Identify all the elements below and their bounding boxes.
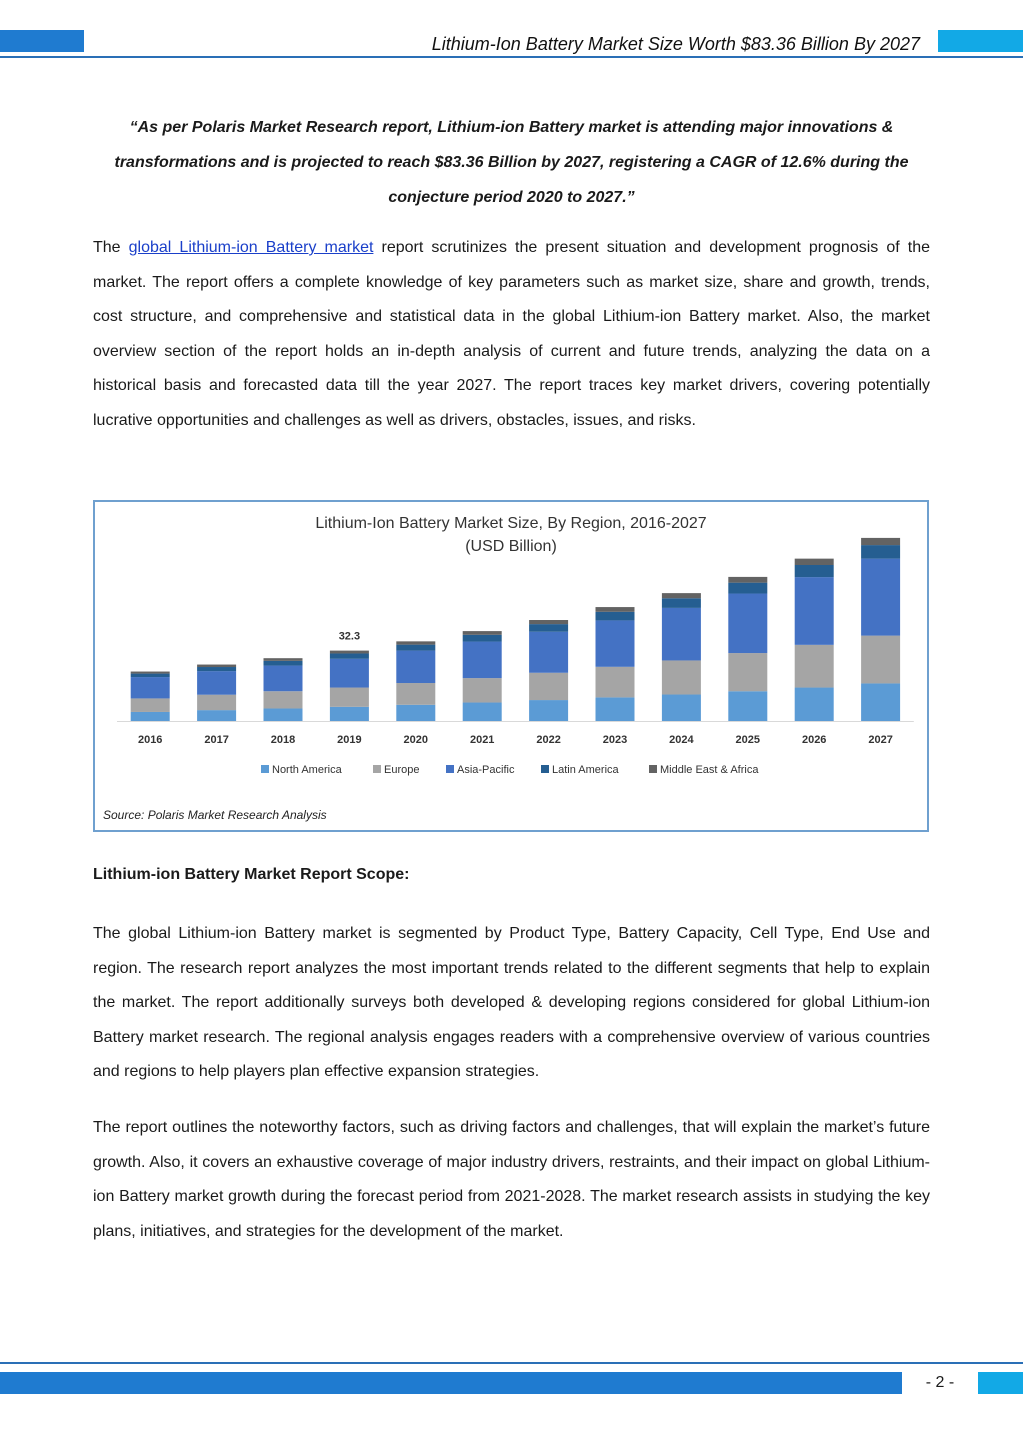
bar-segment-2016-s1 <box>131 698 170 712</box>
bar-segment-2018-s1 <box>264 691 303 708</box>
bar-segment-2022-s1 <box>529 673 568 700</box>
bar-segment-2026-s2 <box>795 577 834 645</box>
bar-segment-2017-s4 <box>197 665 236 667</box>
bar-segment-2018-s3 <box>264 661 303 666</box>
bar-segment-2019-s4 <box>330 651 369 654</box>
bar-segment-2018-s0 <box>264 708 303 721</box>
bar-segment-2017-s1 <box>197 695 236 710</box>
x-tick-label: 2021 <box>469 734 495 746</box>
bar-segment-2021-s2 <box>463 642 502 679</box>
bar-segment-2027-s0 <box>861 683 900 721</box>
bar-segment-2023-s2 <box>596 620 635 666</box>
chart-frame <box>93 500 929 832</box>
page-number: - 2 - <box>925 1374 955 1391</box>
bar-segment-2016-s3 <box>131 674 170 677</box>
x-tick-label: 2018 <box>270 734 296 746</box>
footer-bar <box>0 1372 902 1394</box>
bar-segment-2017-s0 <box>197 710 236 721</box>
x-tick-label: 2024 <box>669 734 694 746</box>
legend-swatch <box>541 765 549 773</box>
market-report-link[interactable]: global Lithium-ion Battery market <box>128 239 374 256</box>
bar-segment-2021-s0 <box>463 703 502 721</box>
legend-label: Asia-Pacific <box>457 764 515 776</box>
bar-segment-2019-s0 <box>330 707 369 721</box>
chart-title-block <box>95 512 927 558</box>
legend-label: Latin America <box>552 764 619 776</box>
x-tick-label: 2023 <box>602 734 628 746</box>
footer-accent-right <box>978 1372 1023 1394</box>
bar-segment-2017-s3 <box>197 667 236 671</box>
bar-segment-2026-s0 <box>795 688 834 721</box>
chart-subtitle: (USD Billion) <box>465 538 557 555</box>
x-tick-label: 2025 <box>735 734 761 746</box>
bar-segment-2020-s0 <box>396 705 435 721</box>
bar-segment-2023-s3 <box>596 612 635 621</box>
legend-swatch <box>446 765 454 773</box>
header-accent-right <box>938 30 1023 52</box>
bar-segment-2020-s1 <box>396 683 435 705</box>
bar-segment-2027-s2 <box>861 559 900 636</box>
legend-label: Middle East & Africa <box>660 764 759 776</box>
chart-source: Source: Polaris Market Research Analysis <box>103 808 327 822</box>
bar-segment-2019-s1 <box>330 688 369 707</box>
bar-segment-2025-s4 <box>728 577 767 583</box>
bar-segment-2024-s4 <box>662 593 701 598</box>
bar-segment-2025-s3 <box>728 583 767 594</box>
legend-label: Europe <box>384 764 420 776</box>
bar-segment-2018-s4 <box>264 658 303 661</box>
quote-paragraph: “As per Polaris Market Research report, Lithium-ion Battery market is attending major innovations & transformations and is projected to reach $83.36 Billion by 2027, registering a CAGR of 12.6% during the conjecture period 2020 to 2027.” <box>114 119 909 206</box>
bar-segment-2018-s2 <box>264 666 303 692</box>
bar-segment-2021-s1 <box>463 678 502 702</box>
bar-segment-2019-s2 <box>330 659 369 688</box>
bar-segment-2022-s4 <box>529 620 568 624</box>
bar-segment-2026-s4 <box>795 559 834 565</box>
data-label: 32.3 <box>338 630 361 643</box>
bar-segment-2016-s2 <box>131 677 170 698</box>
scope-heading: Lithium-ion Battery Market Report Scope: <box>93 866 410 883</box>
bar-segment-2024-s3 <box>662 598 701 608</box>
footer-rule <box>0 1362 1023 1364</box>
bar-segment-2026-s1 <box>795 645 834 688</box>
legend-swatch <box>373 765 381 773</box>
bar-segment-2025-s1 <box>728 653 767 691</box>
x-tick-label: 2027 <box>868 734 893 746</box>
header-accent-left <box>0 30 84 52</box>
bar-segment-2017-s2 <box>197 671 236 695</box>
bar-segment-2022-s3 <box>529 624 568 632</box>
bar-segment-2021-s3 <box>463 635 502 642</box>
scope-paragraph: The global Lithium-ion Battery market is segmented by Product Type, Battery Capacity, Cell Type, End Use and region. The research report analyzes the most important trends related to the different segments that help to explain the market. The report additionally surveys both developed & developing regions considered for global Lithium-ion Battery market research. The regional analysis engages readers with a comprehensive overview of various countries and regions to help players plan effective expansion strategies. <box>93 925 930 1081</box>
x-tick-label: 2017 <box>204 734 229 746</box>
intro-body: report scrutinizes the present situation and development prognosis of the market. The report offers a complete knowledge of key parameters such as market size, share and growth, trends, cost structure, and comprehensive and statistical data in the global Lithium-ion Battery market. Also, the market overview section of the report holds an in-depth analysis of current and future trends, analyzing the data on a historical basis and forecasted data till the year 2027. The report traces key market drivers, covering potentially lucrative opportunities and challenges as well as drivers, obstacles, issues, and risks. <box>93 239 930 429</box>
bar-segment-2020-s2 <box>396 651 435 683</box>
legend-label: North America <box>272 764 342 776</box>
legend-swatch <box>261 765 269 773</box>
bar-segment-2023-s0 <box>596 697 635 721</box>
bar-segment-2025-s0 <box>728 691 767 721</box>
bar-segment-2020-s4 <box>396 641 435 644</box>
header-rule <box>0 56 1023 58</box>
x-tick-label: 2022 <box>536 734 561 746</box>
intro-paragraph <box>93 231 930 439</box>
bar-segment-2023-s4 <box>596 607 635 612</box>
bar-segment-2022-s2 <box>529 632 568 673</box>
bar-segment-2024-s2 <box>662 608 701 661</box>
bar-segment-2023-s1 <box>596 667 635 698</box>
bar-segment-2026-s3 <box>795 565 834 577</box>
intro-prefix: The <box>93 239 129 256</box>
legend-swatch <box>649 765 657 773</box>
bar-segment-2025-s2 <box>728 594 767 654</box>
x-tick-label: 2020 <box>403 734 429 746</box>
bar-segment-2022-s0 <box>529 700 568 721</box>
x-tick-label: 2016 <box>137 734 163 746</box>
x-tick-label: 2026 <box>801 734 827 746</box>
outline-paragraph: The report outlines the noteworthy factors, such as driving factors and challenges, that will explain the market’s future growth. Also, it covers an exhaustive coverage of major industry drivers, restraints, and their impact on global Lithium-ion Battery market growth during the forecast period from 2021-2028. The market research assists in studying the key plans, initiatives, and strategies for the development of the market. <box>93 1119 930 1240</box>
page-header-title: Lithium-Ion Battery Market Size Worth $83.36 Billion By 2027 <box>431 34 920 54</box>
bar-segment-2016-s0 <box>131 712 170 721</box>
bar-segment-2020-s3 <box>396 645 435 651</box>
x-tick-label: 2019 <box>337 734 362 746</box>
bar-segment-2019-s3 <box>330 653 369 658</box>
bar-segment-2024-s0 <box>662 695 701 721</box>
bar-segment-2021-s4 <box>463 631 502 635</box>
bar-segment-2016-s4 <box>131 672 170 674</box>
bar-segment-2027-s1 <box>861 636 900 684</box>
chart-title: Lithium-Ion Battery Market Size, By Region, 2016-2027 <box>315 515 707 532</box>
bar-segment-2024-s1 <box>662 660 701 694</box>
